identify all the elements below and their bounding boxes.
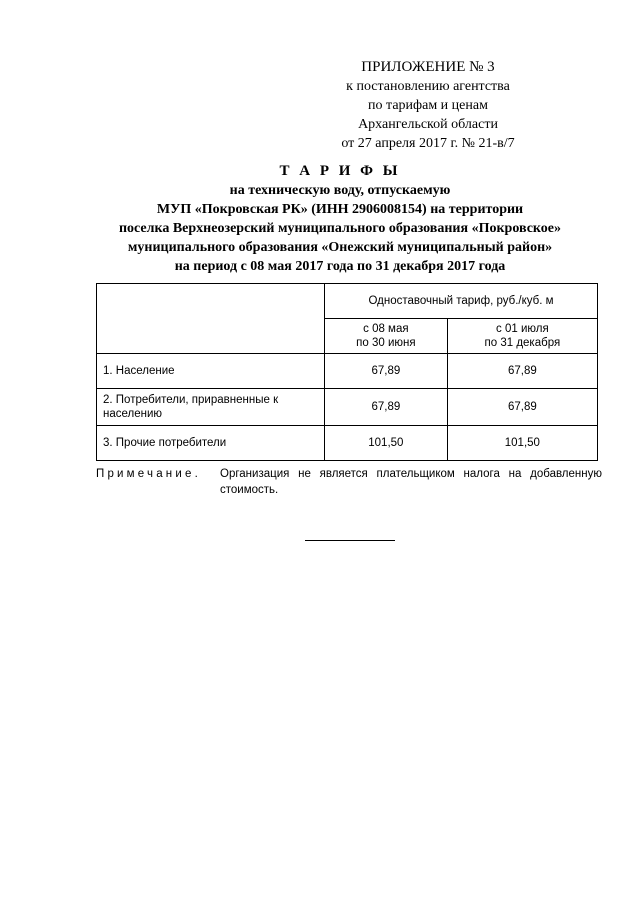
tariff-value: 67,89 [447, 354, 597, 389]
table-row [97, 389, 598, 426]
document-title-block [60, 162, 620, 276]
tariff-value: 67,89 [447, 389, 597, 426]
document-title: Т А Р И Ф Ы [279, 163, 401, 179]
note-label: Примечание. [96, 468, 201, 480]
appendix-line: по тарифам и ценам [368, 98, 488, 113]
appendix-date-line: от 27 апреля 2017 г. № 21-в/7 [341, 136, 515, 151]
consumer-category-line: населению [103, 408, 163, 420]
title-line: муниципального образования «Онежский муниципальный район» [127, 240, 553, 255]
tariff-value: 67,89 [325, 354, 448, 389]
table-row [97, 426, 598, 461]
tariff-value: 101,50 [447, 426, 597, 461]
appendix-line: Архангельской области [358, 117, 498, 132]
consumer-category: 3. Прочие потребители [97, 426, 325, 461]
title-line: на техническую воду, отпускаемую [229, 183, 451, 198]
period-header-2 [447, 319, 597, 354]
tariff-header-cell: Одноставочный тариф, руб./куб. м [325, 284, 598, 319]
appendix-line: к постановлению агентства [346, 79, 510, 94]
note-text: Организация не является плательщиком налога на добавленную стоимость. [220, 468, 602, 496]
closing-rule [305, 540, 395, 541]
title-line: поселка Верхнеозерский муниципального образования «Покровское» [118, 221, 562, 236]
consumer-category [97, 389, 325, 426]
title-line: МУП «Покровская РК» (ИНН 2906008154) на территории [156, 202, 524, 217]
table-header-row [97, 284, 598, 319]
consumer-category: 1. Население [97, 354, 325, 389]
title-period-line: на период с 08 мая 2017 года по 31 декабря 2017 года [174, 259, 506, 274]
tariff-value: 67,89 [325, 389, 448, 426]
table-row [97, 354, 598, 389]
period-start: с 08 мая [363, 323, 409, 335]
tariff-table [96, 283, 598, 461]
consumer-category-line: 2. Потребители, приравненные к [103, 394, 279, 406]
appendix-block [298, 58, 558, 153]
period-end: по 30 июня [356, 337, 416, 349]
period-start: с 01 июля [496, 323, 549, 335]
appendix-heading: ПРИЛОЖЕНИЕ № 3 [361, 59, 495, 75]
tariff-value: 101,50 [325, 426, 448, 461]
period-header-1 [325, 319, 448, 354]
period-end: по 31 декабря [484, 337, 561, 349]
table-corner-cell [97, 284, 325, 354]
